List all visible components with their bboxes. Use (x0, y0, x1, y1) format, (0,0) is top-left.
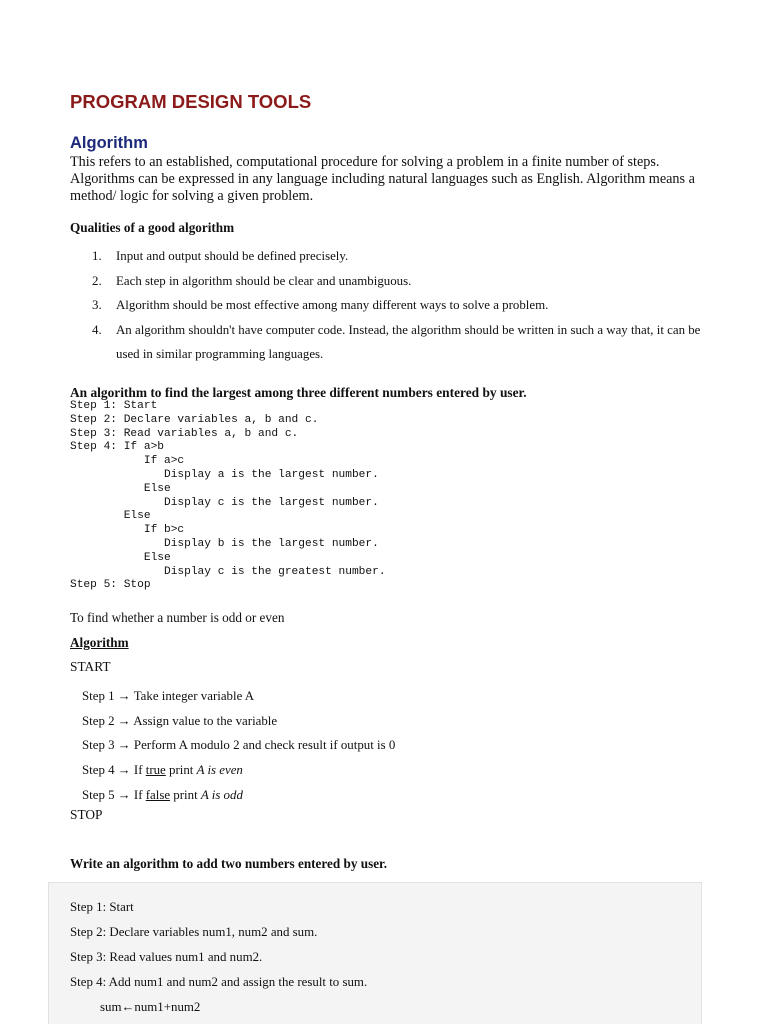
add-numbers-steps (70, 895, 367, 1020)
list-item (82, 684, 395, 709)
code-line: Display c is the greatest number. (70, 565, 386, 578)
odd-even-steps (82, 684, 395, 808)
algorithm-intro-paragraph: This refers to an established, computational procedure for solving a problem in a finite number of steps. Algorithms can be expressed in any language including natural languages such as English. Algorithm means a method/ logic for solving a given problem. (70, 154, 695, 204)
step-text: Step 2 → Assign value to the variable (82, 713, 278, 728)
start-label: START (70, 659, 111, 674)
list-item: sum←num1+num2 (100, 1000, 201, 1014)
list-number: 4. (92, 322, 102, 337)
step-text: Step 1 → Take integer variable A (82, 689, 255, 703)
stop-label: STOP (70, 807, 103, 822)
code-line: Else (70, 482, 171, 495)
qualities-list (70, 244, 706, 367)
list-number: 3. (92, 298, 102, 312)
list-number: 2. (92, 273, 102, 288)
list-item (82, 783, 395, 808)
code-line: Step 5: Stop (70, 579, 151, 592)
step-text: Step 5 → If (82, 787, 146, 802)
code-line: Step 3: Read variables a, b and c. (70, 427, 299, 440)
odd-even-algorithm-label: Algorithm (70, 635, 129, 650)
step-text: Step 4 → If (82, 763, 146, 778)
list-item (70, 244, 706, 269)
largest-number-code (70, 400, 386, 593)
code-line: If a>c (70, 455, 185, 468)
list-item: Step 2: Declare variables num1, num2 and sum. (70, 925, 318, 939)
code-line: Display a is the largest number. (70, 468, 379, 481)
italic-result: A is odd (200, 787, 243, 802)
code-line: Step 4: If a>b (70, 441, 164, 454)
code-line: Display b is the largest number. (70, 537, 379, 550)
code-line: Step 1: Start (70, 400, 158, 412)
list-item-text: Algorithm should be most effective among many different ways to solve a problem. (116, 298, 549, 312)
page-title: PROGRAM DESIGN TOOLS (70, 91, 312, 112)
underlined-keyword: false (145, 787, 171, 802)
add-numbers-code-box (48, 882, 702, 1024)
list-item: Step 3: Read values num1 and num2. (70, 950, 263, 964)
list-item-text: An algorithm shouldn't have computer code. Instead, the algorithm should be written in such a way that, it can be used in similar programming languages. (116, 322, 701, 361)
largest-number-heading: An algorithm to find the largest among three different numbers entered by user. (70, 385, 527, 400)
list-item (82, 758, 395, 783)
step-text: print (170, 787, 201, 802)
list-item (70, 318, 706, 367)
list-item: Step 1: Start (70, 900, 134, 914)
step-text: Step 3 → Perform A modulo 2 and check result if output is 0 (82, 738, 396, 753)
add-numbers-heading: Write an algorithm to add two numbers entered by user. (70, 856, 387, 871)
code-line: Display c is the largest number. (70, 496, 379, 509)
underlined-keyword: true (145, 763, 166, 778)
list-item-text: Input and output should be defined precisely. (116, 249, 349, 263)
qualities-heading: Qualities of a good algorithm (70, 220, 235, 235)
code-line: Step 2: Declare variables a, b and c. (70, 413, 319, 426)
odd-even-intro: To find whether a number is odd or even (70, 610, 285, 625)
list-item (82, 709, 395, 734)
list-item (82, 733, 395, 758)
code-line: Else (70, 551, 171, 564)
code-line: If b>c (70, 524, 185, 537)
list-number: 1. (92, 249, 102, 263)
algorithm-heading: Algorithm (70, 134, 148, 152)
list-item-text: Each step in algorithm should be clear and unambiguous. (116, 273, 412, 288)
list-item (70, 269, 706, 294)
italic-result: A is even (196, 763, 243, 778)
code-line: Else (70, 510, 151, 523)
list-item: Step 4: Add num1 and num2 and assign the result to sum. (70, 975, 368, 989)
step-text: print (165, 763, 197, 778)
list-item (70, 293, 706, 318)
